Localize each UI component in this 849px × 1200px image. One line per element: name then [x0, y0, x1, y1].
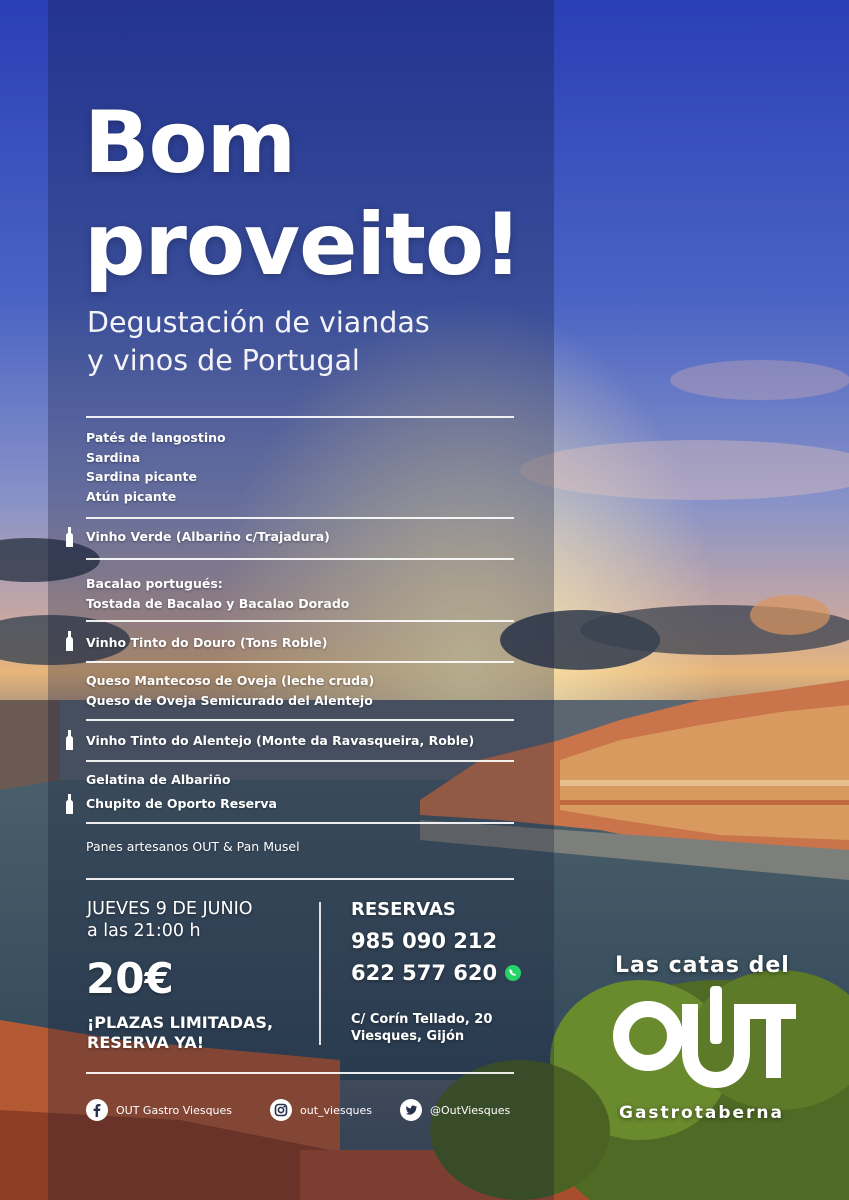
limited-line-1: ¡PLAZAS LIMITADAS, [87, 1013, 274, 1032]
instagram-icon [270, 1099, 292, 1121]
phone-2[interactable]: 622 577 620 [351, 961, 498, 985]
divider [86, 620, 514, 622]
event-datetime [87, 898, 253, 942]
brand-tagline-bottom: Gastrotaberna [619, 1103, 784, 1123]
wine-bottle-icon [65, 730, 74, 750]
phone-2-row [351, 961, 522, 985]
address-line-1: C/ Corín Tellado, 20 [351, 1012, 493, 1027]
facebook-handle: OUT Gastro Viesques [116, 1103, 233, 1117]
subtitle-line-1: Degustación de viandas [87, 306, 430, 339]
title-line-1: Bom [84, 93, 296, 193]
twitter-handle: @OutViesques [430, 1103, 511, 1117]
list-item: Atún picante [86, 488, 177, 504]
title-line-2: proveito! [84, 195, 522, 295]
divider [86, 1072, 514, 1074]
wine-pairing-2: Vinho Tinto do Douro (Tons Roble) [86, 635, 328, 650]
divider [86, 719, 514, 721]
brand-tagline-top: Las catas del [615, 953, 790, 978]
subtitle-line-2: y vinos de Portugal [87, 344, 360, 377]
page-title [84, 92, 521, 296]
menu-dishes-2 [86, 574, 349, 613]
menu-dishes-1 [86, 428, 226, 506]
divider [86, 760, 514, 762]
wine-pairing-3: Vinho Tinto do Alentejo (Monte da Ravasqueira, Roble) [86, 733, 475, 748]
reservations-heading: RESERVAS [351, 899, 456, 920]
phone-1[interactable]: 985 090 212 [351, 929, 498, 953]
limited-places-note [87, 1013, 273, 1053]
price: 20€ [86, 954, 174, 1003]
facebook-link[interactable] [86, 1098, 232, 1122]
list-item: Sardina picante [86, 469, 197, 484]
list-item: Queso de Oveja Semicurado del Alentejo [86, 692, 373, 708]
instagram-handle: out_viesques [300, 1103, 373, 1117]
vertical-divider [319, 902, 321, 1045]
menu-dessert: Gelatina de Albariño [86, 772, 231, 787]
subtitle [87, 304, 430, 380]
twitter-link[interactable] [400, 1098, 510, 1122]
wine-pairing-1: Vinho Verde (Albariño c/Trajadura) [86, 529, 330, 544]
divider [86, 416, 514, 418]
address-line-2: Viesques, Gijón [351, 1029, 465, 1044]
divider [86, 822, 514, 824]
divider [86, 661, 514, 663]
divider [86, 517, 514, 519]
wine-pairing-4: Chupito de Oporto Reserva [86, 796, 277, 811]
facebook-icon [86, 1099, 108, 1121]
event-time: a las 21:00 h [87, 921, 201, 941]
wine-bottle-icon [65, 527, 74, 547]
divider [86, 558, 514, 560]
address [351, 1011, 492, 1045]
list-item: Patés de langostino [86, 430, 226, 445]
whatsapp-icon[interactable] [504, 964, 522, 982]
bread-note: Panes artesanos OUT & Pan Musel [86, 839, 300, 854]
menu-dishes-3 [86, 671, 374, 710]
list-item: Queso Mantecoso de Oveja (leche cruda) [86, 673, 375, 688]
wine-bottle-icon [65, 631, 74, 651]
list-item: Tostada de Bacalao y Bacalao Dorado [86, 595, 350, 611]
divider [86, 878, 514, 880]
out-logo [612, 986, 798, 1090]
list-item: Bacalao portugués: [86, 576, 223, 591]
instagram-link[interactable] [270, 1098, 372, 1122]
twitter-icon [400, 1099, 422, 1121]
wine-bottle-icon [65, 794, 74, 814]
limited-line-2: RESERVA YA! [87, 1033, 205, 1052]
event-date: JUEVES 9 DE JUNIO [87, 899, 253, 919]
list-item: Sardina [86, 449, 141, 465]
